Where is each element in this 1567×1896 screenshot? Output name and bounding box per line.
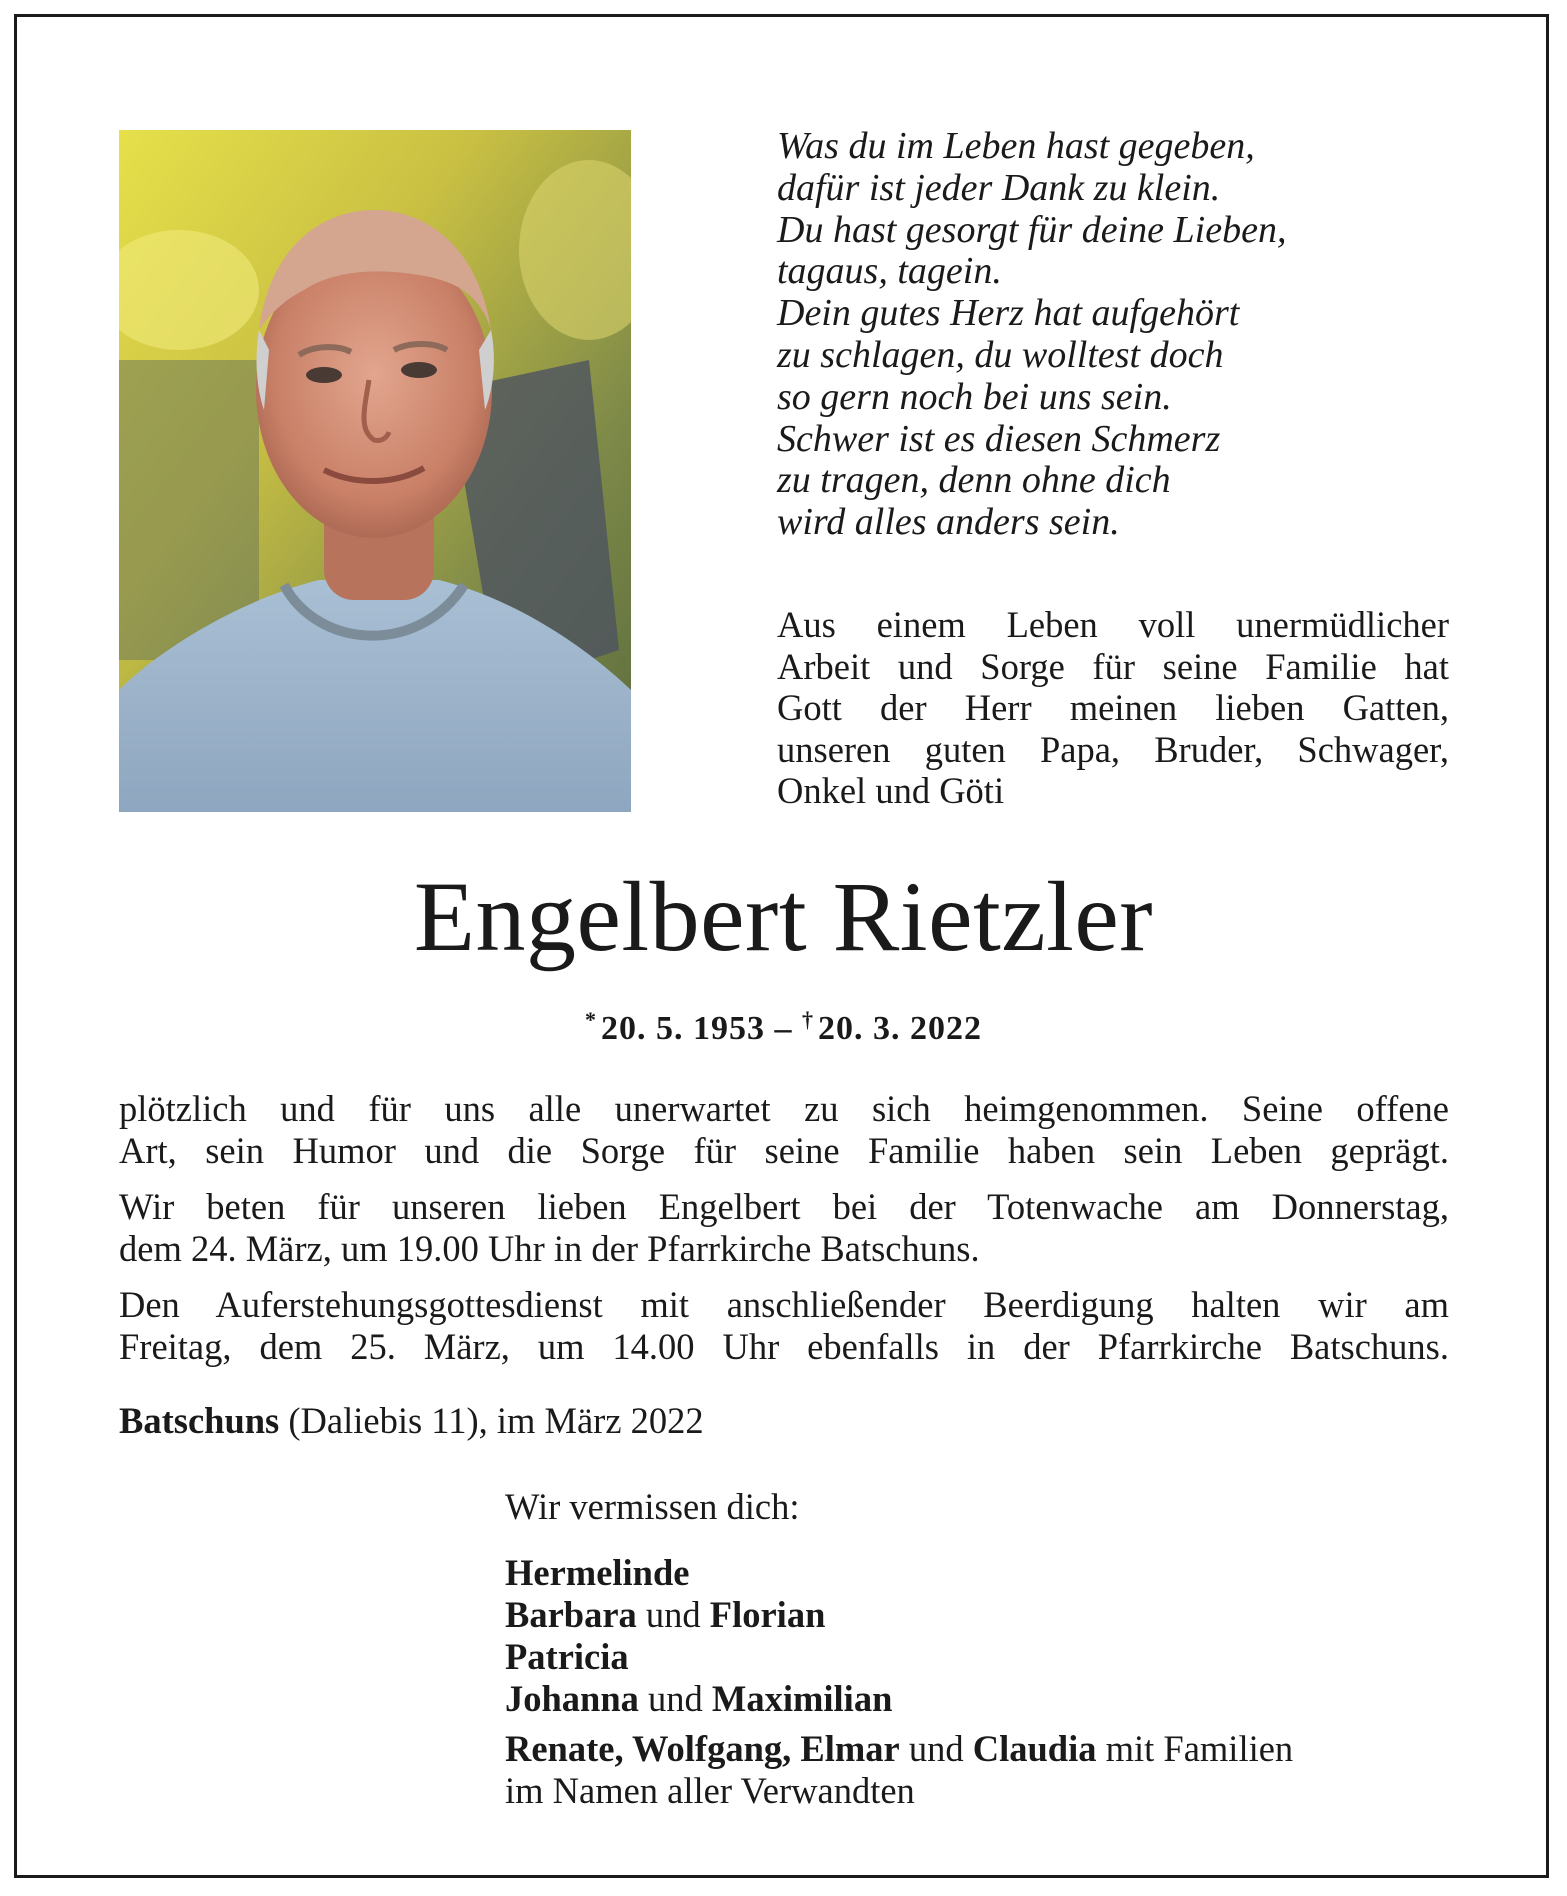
signoff-heading: Wir vermissen dich: bbox=[505, 1486, 800, 1527]
poem-line: so gern noch bei uns sein. bbox=[777, 375, 1172, 418]
body-line: Wir beten für unseren lieben Engelbert bei der Totenwache am Donnerstag, bbox=[119, 1186, 1449, 1227]
connector-und: und bbox=[636, 1594, 710, 1635]
connector-und: und bbox=[638, 1678, 712, 1719]
death-symbol: † bbox=[802, 1007, 814, 1032]
family-member bbox=[505, 1678, 1505, 1720]
member-name: Patricia bbox=[505, 1636, 629, 1677]
date-separator: – bbox=[774, 1010, 793, 1047]
intro-line: Aus einem Leben voll unermüdlicher bbox=[777, 604, 1449, 645]
poem-line: Schwer ist es diesen Schmerz bbox=[777, 417, 1221, 460]
poem-line: zu tragen, denn ohne dich bbox=[777, 459, 1171, 502]
poem-line: Was du im Leben hast gegeben, bbox=[777, 125, 1255, 167]
place-and-date bbox=[119, 1400, 704, 1442]
body-paragraph-1 bbox=[119, 1088, 1449, 1171]
family-signoff bbox=[505, 1486, 1505, 1812]
body-line: Freitag, dem 25. März, um 14.00 Uhr ebenfalls in der Pfarrkirche Batschuns. bbox=[119, 1325, 1449, 1367]
body-line: dem 24. März, um 19.00 Uhr in der Pfarrkirche Batschuns. bbox=[119, 1227, 980, 1269]
family-member bbox=[505, 1552, 1505, 1594]
poem-line: Du hast gesorgt für deine Lieben, bbox=[777, 208, 1287, 251]
memorial-poem bbox=[777, 126, 1477, 544]
relatives-last: Claudia bbox=[972, 1728, 1097, 1769]
poem-line: tagaus, tagein. bbox=[777, 250, 1002, 293]
birth-date: 20. 5. 1953 bbox=[601, 1010, 765, 1047]
body-paragraph-2 bbox=[119, 1186, 1449, 1269]
poem-line: dafür ist jeder Dank zu klein. bbox=[777, 166, 1221, 209]
member-name: Florian bbox=[709, 1594, 826, 1635]
connector-und: und bbox=[899, 1728, 973, 1769]
family-member bbox=[505, 1594, 1505, 1636]
deceased-name: Engelbert Rietzler bbox=[413, 861, 1154, 972]
birth-symbol: * bbox=[585, 1007, 597, 1032]
body-line: plötzlich und für uns alle unerwartet zu sich heimgenommen. Seine offene bbox=[119, 1088, 1449, 1129]
member-name: Barbara bbox=[505, 1594, 637, 1635]
intro-line: unseren guten Papa, Bruder, Schwager, bbox=[777, 728, 1449, 770]
announcement-body bbox=[119, 1088, 1449, 1382]
death-date: 20. 3. 2022 bbox=[818, 1010, 982, 1047]
intro-line: Arbeit und Sorge für seine Familie hat bbox=[777, 645, 1449, 687]
life-dates bbox=[0, 998, 1567, 1051]
member-name: Johanna bbox=[505, 1678, 639, 1719]
relatives-names: Renate, Wolfgang, Elmar bbox=[505, 1728, 900, 1769]
poem-line: wird alles anders sein. bbox=[777, 501, 1120, 544]
body-paragraph-3 bbox=[119, 1284, 1449, 1367]
place-rest: (Daliebis 11), im März 2022 bbox=[279, 1400, 704, 1441]
relatives-line-2: im Namen aller Verwandten bbox=[505, 1770, 915, 1811]
relatives-suffix: mit Familien bbox=[1096, 1728, 1294, 1769]
poem-line: zu schlagen, du wolltest doch bbox=[777, 333, 1224, 376]
relatives-line bbox=[505, 1728, 1505, 1770]
intro-line: Onkel und Göti bbox=[777, 770, 1005, 811]
body-line: Art, sein Humor und die Sorge für seine Familie haben sein Leben geprägt. bbox=[119, 1129, 1449, 1171]
body-line: Den Auferstehungsgottesdienst mit anschließender Beerdigung halten wir am bbox=[119, 1284, 1449, 1325]
family-member bbox=[505, 1636, 1505, 1678]
member-name: Maximilian bbox=[711, 1678, 893, 1719]
intro-paragraph bbox=[777, 604, 1449, 812]
place-town: Batschuns bbox=[119, 1400, 280, 1441]
member-name: Hermelinde bbox=[505, 1552, 690, 1593]
poem-line: Dein gutes Herz hat aufgehört bbox=[777, 292, 1240, 335]
intro-line: Gott der Herr meinen lieben Gatten, bbox=[777, 687, 1449, 728]
portrait-photo bbox=[119, 130, 631, 812]
